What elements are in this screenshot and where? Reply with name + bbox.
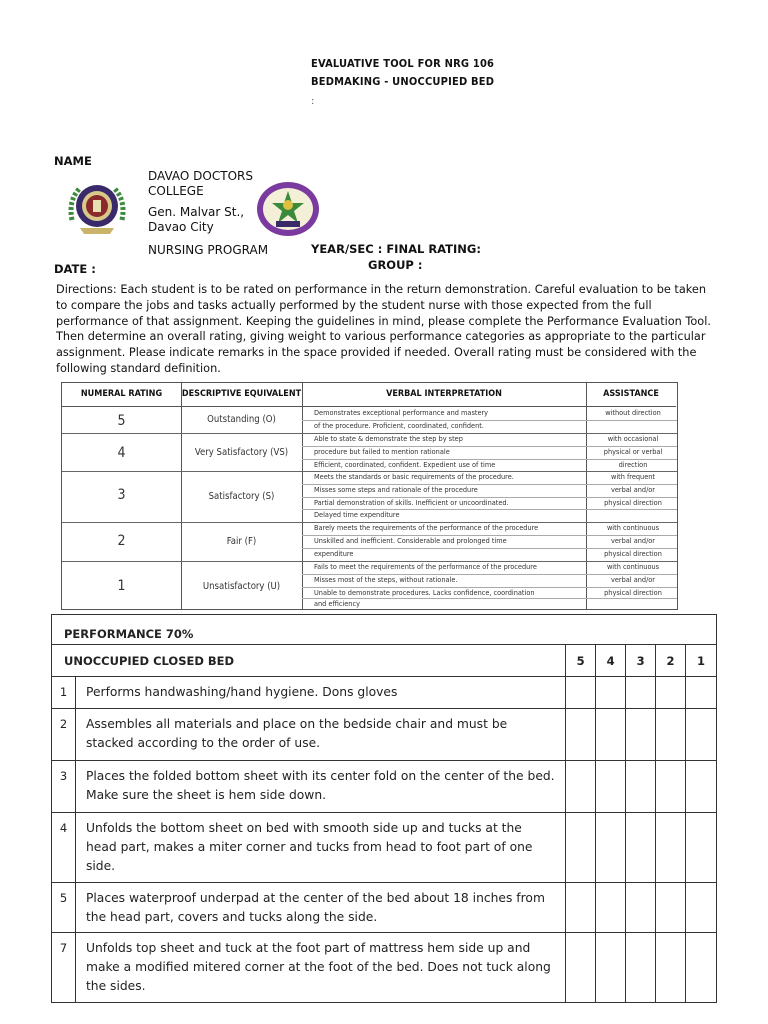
rating-cell-3[interactable] bbox=[626, 933, 656, 1003]
rating-cell-1[interactable] bbox=[686, 677, 717, 709]
rating-numeral: 1 bbox=[117, 578, 126, 594]
program-name: NURSING PROGRAM bbox=[148, 243, 269, 257]
rating-descriptive: Very Satisfactory (VS) bbox=[194, 447, 289, 458]
rating-cell-1[interactable] bbox=[686, 761, 717, 813]
rating-cell-2[interactable] bbox=[656, 813, 686, 883]
rating-cell-5[interactable] bbox=[566, 761, 596, 813]
rating-assistance-line: with continuous bbox=[606, 523, 660, 532]
scale-header: 3 bbox=[626, 645, 656, 677]
item-number: 4 bbox=[52, 813, 76, 883]
rating-verbal-line: Misses most of the steps, without rationale. bbox=[314, 575, 458, 584]
header-numeral-rating: NUMERAL RATING bbox=[62, 383, 181, 407]
header-descriptive-equivalent: DESCRIPTIVE EQUIVALENT bbox=[181, 383, 302, 407]
header-verbal-interpretation: VERBAL INTERPRETATION bbox=[302, 383, 586, 407]
scale-header: 2 bbox=[656, 645, 686, 677]
rating-verbal-line: procedure but failed to mention rationale bbox=[314, 447, 450, 456]
rating-cell-3[interactable] bbox=[626, 677, 656, 709]
rating-verbal-line: Unskilled and inefficient. Considerable and prolonged time bbox=[314, 536, 507, 545]
rating-verbal-line: Partial demonstration of skills. Inefficient or uncoordinated. bbox=[314, 498, 509, 507]
scale-header: 1 bbox=[686, 645, 717, 677]
rating-cell-4[interactable] bbox=[596, 761, 626, 813]
rating-assistance-line: physical or verbal bbox=[603, 447, 663, 456]
rating-numeral: 5 bbox=[117, 413, 126, 429]
yearsec-rating-label: YEAR/SEC : FINAL RATING: bbox=[311, 242, 481, 256]
rating-verbal-line: and efficiency bbox=[314, 599, 360, 608]
rating-numeral: 4 bbox=[117, 445, 126, 461]
rating-verbal-line: Demonstrates exceptional performance and mastery bbox=[314, 408, 489, 417]
address-line2: Davao City bbox=[148, 220, 214, 234]
rating-numeral: 2 bbox=[117, 533, 126, 549]
rating-cell-4[interactable] bbox=[596, 933, 626, 1003]
rating-verbal-line: Misses some steps and rationale of the procedure bbox=[314, 485, 478, 494]
rating-assistance-line: verbal and/or bbox=[611, 536, 655, 545]
rating-assistance-line: with occasional bbox=[607, 434, 659, 443]
address-line1: Gen. Malvar St., bbox=[148, 205, 245, 219]
rating-cell-2[interactable] bbox=[656, 761, 686, 813]
item-text: Unfolds top sheet and tuck at the foot part of mattress hem side up and make a modified mitered corner at the foot of the bed. Does not tuck along the sides. bbox=[75, 933, 565, 1003]
rating-assistance-line: with continuous bbox=[606, 562, 660, 571]
item-number: 7 bbox=[52, 933, 76, 1003]
item-text: Performs handwashing/hand hygiene. Dons gloves bbox=[75, 677, 565, 709]
rating-assistance-line: physical direction bbox=[604, 549, 662, 558]
rating-verbal-line: Meets the standards or basic requirements of the procedure. bbox=[314, 472, 514, 481]
rating-cell-5[interactable] bbox=[566, 933, 596, 1003]
rating-assistance-line: with frequent bbox=[610, 472, 655, 481]
rating-assistance-line: without direction bbox=[605, 408, 661, 417]
title-colon: : bbox=[311, 96, 315, 107]
item-number: 3 bbox=[52, 761, 76, 813]
item-text: Places waterproof underpad at the center of the bed about 18 inches from the head part, covers and tucks along the side. bbox=[75, 883, 565, 933]
scale-header: 5 bbox=[566, 645, 596, 677]
rating-cell-3[interactable] bbox=[626, 883, 656, 933]
form-title: EVALUATIVE TOOL FOR NRG 106 bbox=[311, 57, 495, 70]
rating-cell-4[interactable] bbox=[596, 883, 626, 933]
rating-verbal-line: Barely meets the requirements of the performance of the procedure bbox=[314, 523, 539, 532]
group-label: GROUP : bbox=[368, 258, 423, 272]
performance-title: PERFORMANCE 70% bbox=[52, 615, 717, 645]
rating-scale-table bbox=[61, 382, 678, 610]
name-label: NAME bbox=[54, 154, 92, 168]
rating-cell-3[interactable] bbox=[626, 761, 656, 813]
rating-cell-2[interactable] bbox=[656, 933, 686, 1003]
table-row bbox=[52, 761, 717, 813]
rating-descriptive: Fair (F) bbox=[226, 536, 257, 547]
rating-verbal-line: Delayed time expenditure bbox=[314, 510, 400, 519]
table-row bbox=[52, 883, 717, 933]
rating-cell-4[interactable] bbox=[596, 709, 626, 761]
rating-verbal-line: of the procedure. Proficient, coordinated, confident. bbox=[314, 421, 484, 430]
rating-cell-5[interactable] bbox=[566, 677, 596, 709]
rating-cell-3[interactable] bbox=[626, 709, 656, 761]
item-number: 2 bbox=[52, 709, 76, 761]
header-assistance: ASSISTANCE bbox=[586, 383, 676, 407]
rating-cell-2[interactable] bbox=[656, 677, 686, 709]
section-title: UNOCCUPIED CLOSED BED bbox=[52, 645, 566, 677]
rating-descriptive: Satisfactory (S) bbox=[208, 491, 275, 502]
rating-cell-4[interactable] bbox=[596, 677, 626, 709]
rating-cell-1[interactable] bbox=[686, 709, 717, 761]
table-row bbox=[52, 813, 717, 883]
rating-cell-5[interactable] bbox=[566, 709, 596, 761]
rating-assistance-line: physical direction bbox=[604, 498, 662, 507]
rating-cell-5[interactable] bbox=[566, 813, 596, 883]
rating-assistance-line: physical direction bbox=[604, 588, 662, 597]
rating-verbal-line: Able to state & demonstrate the step by step bbox=[314, 434, 463, 443]
rating-verbal-line: expenditure bbox=[314, 549, 354, 558]
rating-assistance-line: direction bbox=[618, 460, 648, 469]
item-number: 1 bbox=[52, 677, 76, 709]
scale-header: 4 bbox=[596, 645, 626, 677]
rating-cell-2[interactable] bbox=[656, 883, 686, 933]
rating-descriptive: Outstanding (O) bbox=[207, 414, 276, 425]
college-seal-logo bbox=[66, 180, 128, 240]
table-row bbox=[52, 933, 717, 1003]
rating-descriptive: Unsatisfactory (U) bbox=[202, 581, 281, 592]
item-number: 5 bbox=[52, 883, 76, 933]
rating-numeral: 3 bbox=[117, 487, 126, 503]
item-text: Places the folded bottom sheet with its center fold on the center of the bed. Make sure the sheet is hem side down. bbox=[75, 761, 565, 813]
table-row bbox=[52, 677, 717, 709]
rating-verbal-line: Fails to meet the requirements of the performance of the procedure bbox=[314, 562, 537, 571]
nursing-program-logo bbox=[256, 181, 320, 237]
rating-cell-1[interactable] bbox=[686, 883, 717, 933]
rating-cell-1[interactable] bbox=[686, 933, 717, 1003]
rating-cell-5[interactable] bbox=[566, 883, 596, 933]
rating-cell-4[interactable] bbox=[596, 813, 626, 883]
school-name-line2: COLLEGE bbox=[148, 184, 204, 198]
directions-paragraph: Directions: Each student is to be rated on performance in the return demonstration. Careful evaluation to be taken to compare the jobs and tasks actually performed by the student nurse with those expected from the full performance of that assignment. Keeping the guidelines in mind, please complete the Performance Evaluation Tool. Then determine an overall rating, giving weight to various performance categories as appropriate to the particular assignment. Please indicate remarks in the space provided if needed. Overall rating must be considered with the following standard definition. bbox=[56, 283, 711, 375]
rating-verbal-line: Efficient, coordinated, confident. Expedient use of time bbox=[314, 460, 496, 469]
rating-verbal-line: Unable to demonstrate procedures. Lacks confidence, coordination bbox=[314, 588, 535, 597]
rating-cell-3[interactable] bbox=[626, 813, 656, 883]
rating-cell-1[interactable] bbox=[686, 813, 717, 883]
item-text: Assembles all materials and place on the bedside chair and must be stacked according to the order of use. bbox=[75, 709, 565, 761]
form-subtitle: BEDMAKING - UNOCCUPIED BED bbox=[311, 75, 495, 88]
school-name-line1: DAVAO DOCTORS bbox=[148, 169, 253, 183]
date-label: DATE : bbox=[54, 262, 96, 276]
rating-cell-2[interactable] bbox=[656, 709, 686, 761]
table-row bbox=[52, 709, 717, 761]
rating-assistance-line: verbal and/or bbox=[611, 575, 655, 584]
rating-assistance-line: verbal and/or bbox=[611, 485, 655, 494]
item-text: Unfolds the bottom sheet on bed with smooth side up and tucks at the head part, makes a miter corner and tucks from head to foot part of one side. bbox=[75, 813, 565, 883]
performance-table bbox=[51, 614, 717, 1003]
